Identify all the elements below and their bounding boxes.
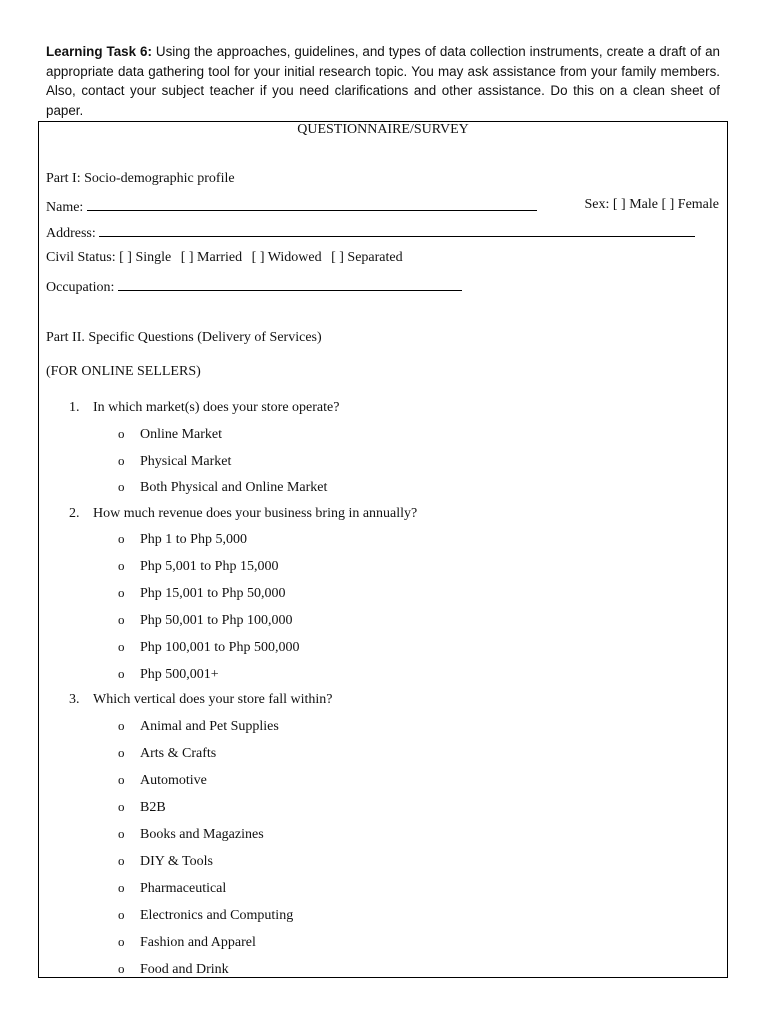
bullet-icon: o: [118, 426, 125, 441]
civil-status-separated[interactable]: [ ] Separated: [331, 250, 403, 265]
option-label: Php 5,001 to Php 15,000: [140, 559, 279, 574]
option-label: Php 15,001 to Php 50,000: [140, 586, 286, 601]
option-label: Php 1 to Php 5,000: [140, 532, 247, 547]
address-field[interactable]: [99, 223, 695, 237]
bullet-icon: o: [118, 718, 125, 733]
bullet-icon: o: [118, 934, 125, 949]
civil-status-married[interactable]: [ ] Married: [180, 250, 243, 265]
bullet-icon: o: [118, 799, 125, 814]
option-label: Php 100,001 to Php 500,000: [140, 640, 300, 655]
option-item[interactable]: [118, 745, 216, 762]
option-item[interactable]: [118, 826, 264, 843]
option-item[interactable]: [118, 799, 166, 816]
question-text: In which market(s) does your store operate?: [93, 400, 340, 415]
option-label: Php 500,001+: [140, 667, 219, 682]
bullet-icon: o: [118, 479, 125, 494]
audience-heading: (FOR ONLINE SELLERS): [46, 364, 201, 379]
option-item[interactable]: [118, 453, 231, 470]
civil-status-row: [46, 250, 409, 266]
question-number: 3.: [69, 692, 80, 707]
option-label: DIY & Tools: [140, 854, 213, 869]
bullet-icon: o: [118, 531, 125, 546]
civil-status-single[interactable]: [ ] Single: [119, 250, 172, 265]
task-label: Learning Task 6:: [46, 44, 152, 59]
option-item[interactable]: [118, 853, 213, 870]
option-label: Books and Magazines: [140, 827, 264, 842]
option-item[interactable]: [118, 426, 222, 443]
name-row: [46, 197, 537, 216]
bullet-icon: o: [118, 745, 125, 760]
option-label: Both Physical and Online Market: [140, 480, 328, 495]
question-1: [69, 400, 339, 416]
sex-field[interactable]: Sex: [ ] Male [ ] Female: [584, 197, 719, 212]
option-item[interactable]: [118, 772, 207, 789]
address-label: Address:: [46, 226, 96, 241]
address-row: [46, 223, 695, 242]
option-item[interactable]: [118, 639, 299, 656]
option-item[interactable]: [118, 961, 229, 978]
bullet-icon: o: [118, 907, 125, 922]
bullet-icon: o: [118, 853, 125, 868]
bullet-icon: o: [118, 558, 125, 573]
bullet-icon: o: [118, 826, 125, 841]
question-3: [69, 692, 332, 708]
task-text: Using the approaches, guidelines, and types of data collection instruments, create a draft of an appropriate data gathering tool for your initial research topic. You may ask assistance from your family members. Also, contact your subject teacher if you need clarifications and other assistance. Do this on a clean sheet of paper.: [46, 44, 720, 118]
civil-status-label: Civil Status:: [46, 250, 116, 265]
name-field[interactable]: [87, 197, 537, 211]
civil-status-widowed[interactable]: [ ] Widowed: [251, 250, 322, 265]
bullet-icon: o: [118, 880, 125, 895]
bullet-icon: o: [118, 772, 125, 787]
option-item[interactable]: [118, 880, 226, 897]
option-item[interactable]: [118, 907, 293, 924]
question-2: [69, 506, 417, 522]
option-label: Fashion and Apparel: [140, 935, 256, 950]
option-label: Food and Drink: [140, 962, 229, 977]
option-label: Online Market: [140, 427, 223, 442]
occupation-row: [46, 277, 462, 296]
question-text: Which vertical does your store fall within?: [93, 692, 333, 707]
option-item[interactable]: [118, 666, 219, 683]
option-item[interactable]: [118, 531, 247, 548]
question-number: 2.: [69, 506, 80, 521]
option-label: Physical Market: [140, 454, 232, 469]
option-label: B2B: [140, 800, 166, 815]
option-label: Pharmaceutical: [140, 881, 227, 896]
option-item[interactable]: [118, 479, 327, 496]
name-label: Name:: [46, 200, 84, 215]
form-title: QUESTIONNAIRE/SURVEY: [297, 122, 469, 137]
option-label: Electronics and Computing: [140, 908, 294, 923]
option-label: Php 50,001 to Php 100,000: [140, 613, 293, 628]
option-item[interactable]: [118, 585, 285, 602]
part2-heading: Part II. Specific Questions (Delivery of Services): [46, 330, 322, 345]
bullet-icon: o: [118, 585, 125, 600]
option-item[interactable]: [118, 558, 278, 575]
bullet-icon: o: [118, 666, 125, 681]
question-text: How much revenue does your business bring in annually?: [93, 506, 418, 521]
questionnaire-form: [38, 121, 728, 978]
bullet-icon: o: [118, 639, 125, 654]
option-item[interactable]: [118, 718, 279, 735]
bullet-icon: o: [118, 612, 125, 627]
occupation-label: Occupation:: [46, 280, 115, 295]
option-label: Automotive: [140, 773, 207, 788]
occupation-field[interactable]: [118, 277, 462, 291]
task-instructions: [46, 42, 720, 120]
question-number: 1.: [69, 400, 80, 415]
option-item[interactable]: [118, 612, 292, 629]
option-label: Arts & Crafts: [140, 746, 217, 761]
option-label: Animal and Pet Supplies: [140, 719, 279, 734]
option-item[interactable]: [118, 934, 256, 951]
part1-heading: Part I: Socio-demographic profile: [46, 171, 235, 186]
bullet-icon: o: [118, 453, 125, 468]
bullet-icon: o: [118, 961, 125, 976]
